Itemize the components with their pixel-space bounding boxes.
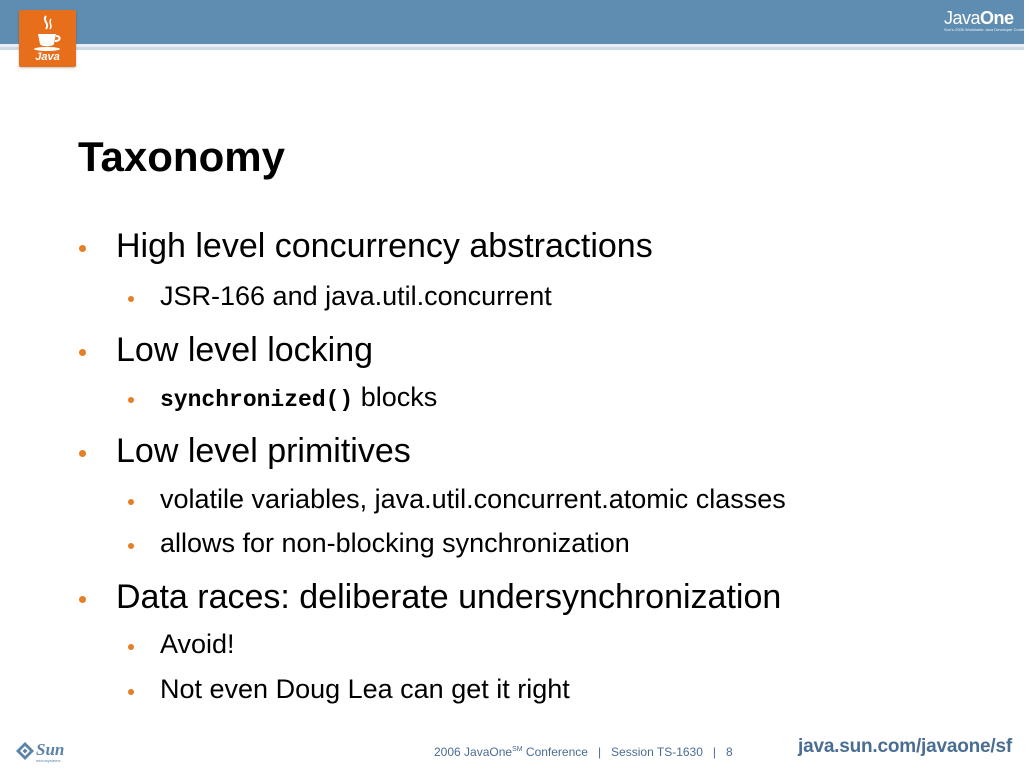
sub-bullet-item [160, 483, 786, 515]
bullet-item [116, 431, 411, 471]
javaone-logo [944, 8, 1034, 37]
bullet-text: Data races: deliberate undersynchronization [116, 578, 782, 616]
sub-bullet-text: JSR-166 and java.util.concurrent [160, 281, 552, 311]
footer-session-info [434, 743, 733, 759]
bullet-text: Low level primitives [116, 432, 411, 470]
sub-bullet-marker [128, 644, 134, 650]
java-logo-text: Java [35, 51, 60, 63]
sub-bullet-marker [128, 543, 134, 549]
sun-logo [16, 740, 68, 762]
javaone-wordmark [944, 8, 1014, 28]
sub-bullet-text: allows for non-blocking synchronization [160, 528, 630, 558]
sub-bullet-item [160, 673, 570, 705]
bullet-marker [79, 450, 86, 457]
sub-bullet-marker [128, 499, 134, 505]
conference-name: 2006 JavaOne [434, 745, 513, 759]
sub-bullet-text: volatile variables, java.util.concurrent.atomic classes [160, 484, 786, 514]
javaone-tagline: Sun's 2006 Worldwide Java Developer Conference [944, 27, 1034, 32]
sub-bullet-item [160, 628, 235, 660]
javaone-prefix: Java [944, 8, 981, 28]
bullet-item [116, 226, 653, 266]
top-banner [0, 0, 1034, 47]
bullet-text: High level concurrency abstractions [116, 227, 653, 265]
bullet-item [116, 577, 781, 617]
banner-divider [0, 47, 1024, 50]
javaone-suffix: One [980, 8, 1014, 28]
sun-tagline: microsystems [36, 758, 61, 763]
bullet-text: Low level locking [116, 331, 374, 369]
sun-logo-text: Sun [36, 740, 65, 759]
bullet-marker [79, 349, 86, 356]
sub-bullet-text: blocks [353, 382, 438, 412]
footer-url: java.sun.com/javaone/sf [798, 736, 1012, 757]
sub-bullet-item [160, 381, 437, 416]
sub-bullet-item [160, 280, 552, 312]
code-keyword: synchronized() [160, 387, 354, 413]
service-mark: SM [512, 746, 523, 753]
sun-diamond-icon [16, 742, 34, 760]
session-details: Conference | Session TS-1630 | 8 [522, 745, 733, 759]
sub-bullet-marker [128, 689, 134, 695]
sub-bullet-marker [128, 397, 134, 403]
slide-title: Taxonomy [78, 133, 285, 180]
bullet-item [116, 330, 373, 370]
sub-bullet-text: Avoid! [160, 629, 235, 659]
bullet-marker [79, 596, 86, 603]
sub-bullet-marker [128, 296, 134, 302]
sub-bullet-item [160, 527, 630, 559]
sub-bullet-text: Not even Doug Lea can get it right [160, 674, 570, 704]
bullet-marker [79, 245, 86, 252]
java-logo [19, 10, 76, 67]
